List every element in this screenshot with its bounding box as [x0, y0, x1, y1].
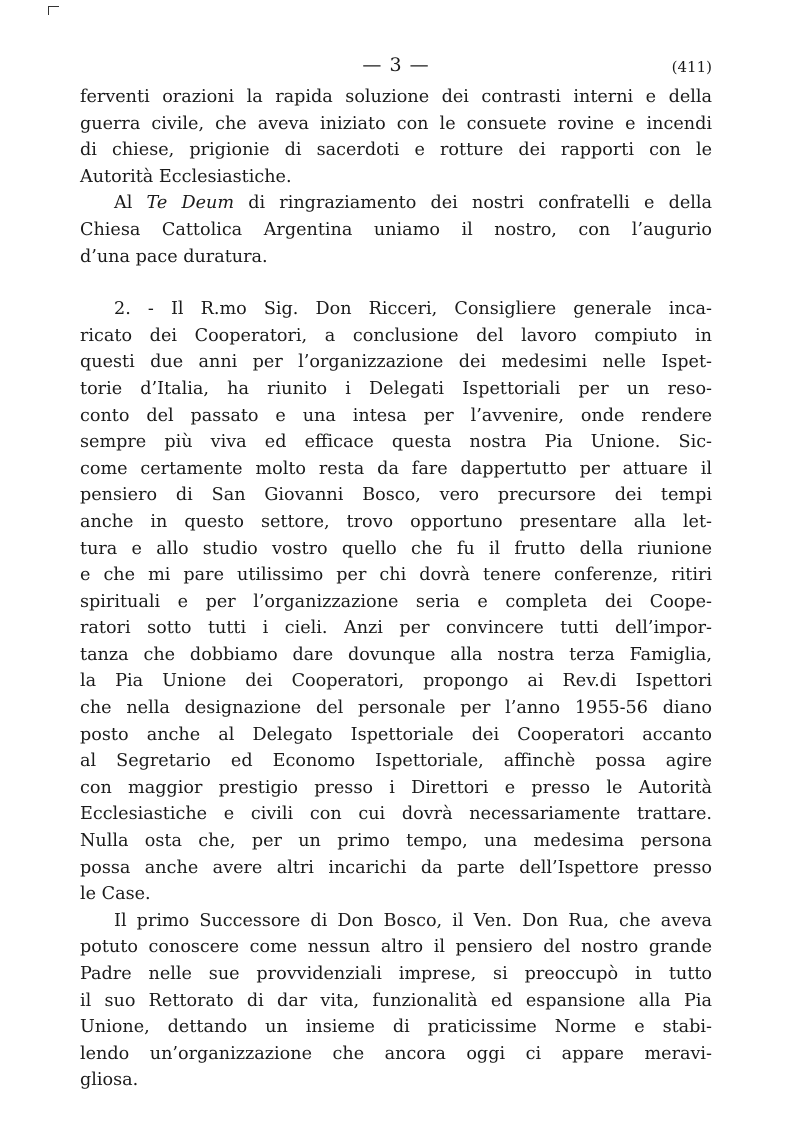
text-line: Nulla osta che, per un primo tempo, una medesima persona	[80, 831, 712, 852]
corner-mark	[48, 6, 59, 15]
text-line: guerra civile, che aveva iniziato con le consuete rovine e incendi	[80, 113, 712, 134]
text-line: pensiero di San Giovanni Bosco, vero precursore dei tempi	[80, 485, 712, 506]
page-header	[80, 50, 712, 84]
text-line: la Pia Unione dei Cooperatori, propongo ai Rev.di Ispettori	[80, 671, 712, 692]
text-line: ratori sotto tutti i cieli. Anzi per convincere tutti dell’impor-	[80, 618, 712, 639]
text-line: che nella designazione del personale per l’anno 1955-56 diano	[80, 698, 712, 719]
text-line: conto del passato e una intesa per l’avvenire, onde rendere	[80, 405, 712, 426]
text-line: tura e allo studio vostro quello che fu il frutto della riunione	[80, 538, 712, 559]
text-line: gliosa.	[80, 1070, 139, 1091]
text-line: posto anche al Delegato Ispettoriale dei Cooperatori accanto	[80, 724, 712, 745]
text-line: ferventi orazioni la rapida soluzione dei contrasti interni e della	[80, 87, 712, 107]
paragraph-3	[80, 296, 712, 908]
document-page	[80, 50, 712, 1094]
paragraph-4	[80, 908, 712, 1094]
text-line: come certamente molto resta da fare dappertutto per attuare il	[80, 458, 712, 479]
text-line: Il primo Successore di Don Bosco, il Ven. Don Rua, che aveva	[114, 910, 712, 931]
latin-term: Te Deum	[146, 193, 235, 214]
text-line: potuto conoscere come nessun altro il pensiero del nostro grande	[80, 937, 712, 958]
text-line: Padre nelle sue provvidenziali imprese, si preoccupò in tutto	[80, 964, 712, 984]
text-line	[80, 190, 712, 217]
text-line: anche in questo settore, trovo opportuno presentare alla let-	[80, 511, 712, 532]
text-line: Ecclesiastiche e civili con cui dovrà necessariamente trattare.	[80, 804, 712, 825]
text-line: 2. - Il R.mo Sig. Don Ricceri, Consigliere generale inca-	[114, 299, 712, 320]
paragraph-gap	[80, 270, 712, 296]
text-line: torie d’Italia, ha riunito i Delegati Ispettoriali per un reso-	[80, 378, 712, 399]
text-line: possa anche avere altri incarichi da parte dell’Ispettore presso	[80, 857, 712, 878]
text-line: con maggior prestigio presso i Direttori e presso le Autorità	[80, 777, 712, 798]
text-line: il suo Rettorato di dar vita, funzionalità ed espansione alla Pia	[80, 990, 712, 1011]
text-line: e che mi pare utilissimo per chi dovrà tenere conferenze, ritiri	[80, 565, 712, 586]
text-line: Autorità Ecclesiastiche.	[80, 166, 292, 187]
page-reference: (411)	[671, 58, 712, 76]
text-line: le Case.	[80, 884, 151, 905]
text-fragment: Al	[114, 193, 147, 214]
text-line: lendo un’organizzazione che ancora oggi ci appare meravi-	[80, 1043, 712, 1064]
text-fragment: di ringraziamento dei nostri confratelli e della	[234, 193, 712, 214]
paragraph-1	[80, 84, 712, 190]
text-line: Unione, dettando un insieme di praticissime Norme e stabi-	[80, 1017, 712, 1038]
paragraph-2	[80, 190, 712, 270]
text-line: ricato dei Cooperatori, a conclusione del lavoro compiuto in	[80, 325, 712, 346]
text-line: d’una pace duratura.	[80, 246, 268, 267]
text-line: tanza che dobbiamo dare dovunque alla nostra terza Famiglia,	[80, 644, 712, 665]
text-line: spirituali e per l’organizzazione seria e completa dei Coope-	[80, 591, 712, 612]
text-line: al Segretario ed Economo Ispettoriale, affinchè possa agire	[80, 751, 712, 772]
text-line: Chiesa Cattolica Argentina uniamo il nostro, con l’augurio	[80, 219, 712, 240]
text-line: sempre più viva ed efficace questa nostra Pia Unione. Sic-	[80, 432, 712, 453]
page-number: — 3 —	[362, 54, 430, 76]
body-text	[80, 84, 712, 1094]
text-line: di chiese, prigionie di sacerdoti e rotture dei rapporti con le	[80, 140, 712, 161]
text-line: questi due anni per l’organizzazione dei medesimi nelle Ispet-	[80, 352, 712, 373]
